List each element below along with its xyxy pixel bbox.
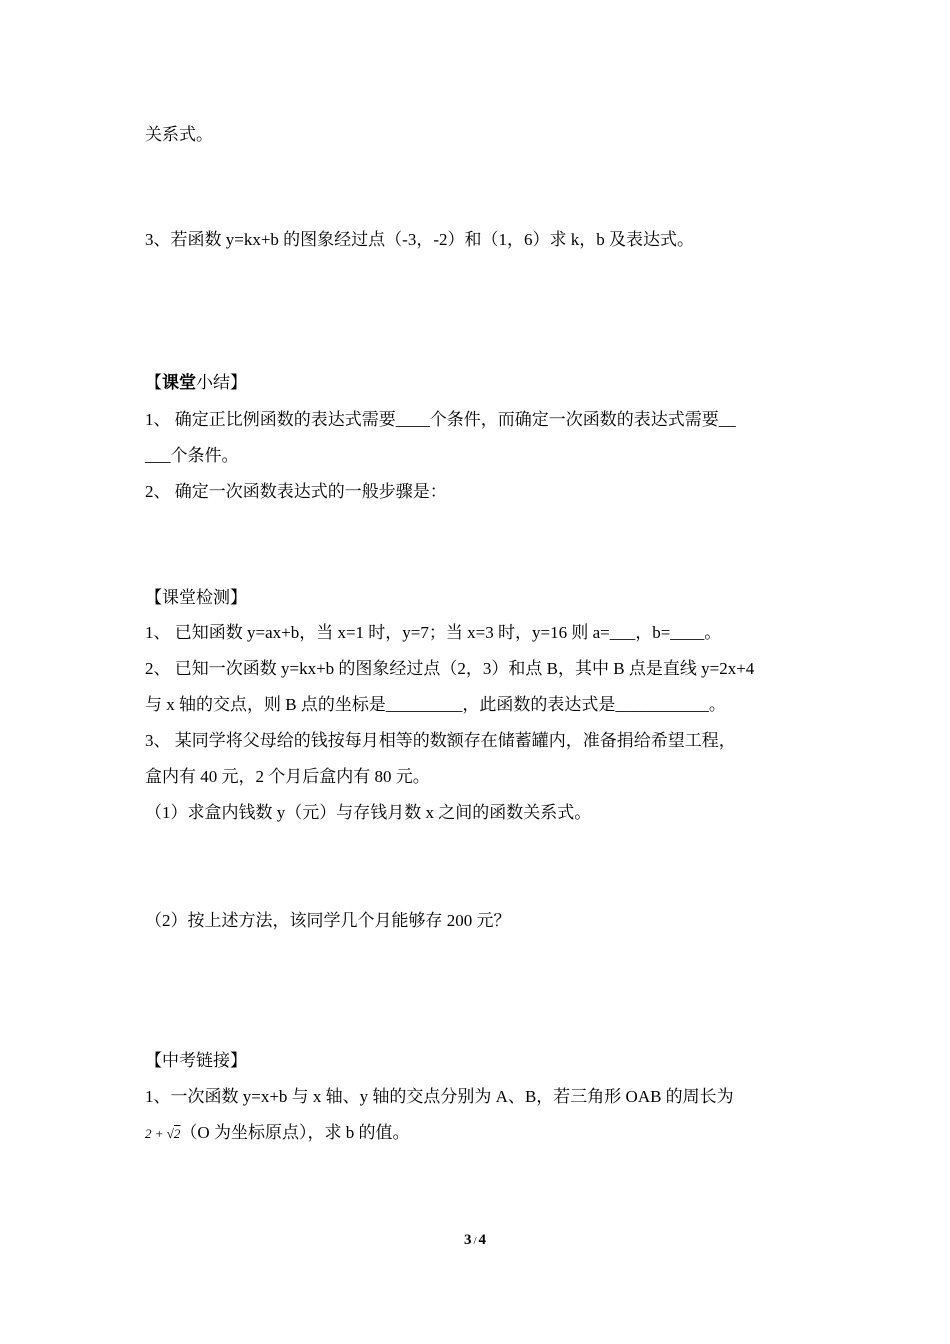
- summary-item-1-line-1: 1、 确定正比例函数的表达式需要____个条件，而确定一次函数的表达式需要__: [145, 410, 736, 429]
- sqrt-icon: √: [166, 1126, 174, 1141]
- exam-item-1-line-1: 1、一次函数 y=x+b 与 x 轴、y 轴的交点分别为 A、B，若三角形 OAB 的周长为: [145, 1087, 734, 1106]
- page-total: 4: [478, 1232, 487, 1248]
- summary-heading-bold: 课堂: [162, 373, 196, 392]
- check-item-2-line-2: 与 x 轴的交点，则 B 点的坐标是_________，此函数的表达式是___________。: [145, 695, 726, 714]
- summary-heading: [145, 372, 247, 394]
- check-item-1: 1、 已知函数 y=ax+b，当 x=1 时，y=7；当 x=3 时，y=16 则 a=___，b=____。: [145, 623, 722, 642]
- check-item-3-sub-1: （1）求盒内钱数 y（元）与存钱月数 x 之间的函数关系式。: [145, 803, 592, 822]
- summary-heading-open: 【: [145, 373, 162, 392]
- page-number: 3: [463, 1232, 472, 1248]
- summary-item-2: 2、 确定一次函数表达式的一般步骤是：: [145, 482, 447, 501]
- check-item-3-sub-2: （2）按上述方法，该同学几个月能够存 200 元？: [145, 911, 511, 930]
- perimeter-formula: [145, 1123, 180, 1145]
- question-3: 3、若函数 y=kx+b 的图象经过点（-3，-2）和（1，6）求 k，b 及表达式。: [145, 230, 694, 249]
- page-footer: [0, 1230, 950, 1251]
- formula-radicand: 2: [173, 1126, 181, 1141]
- check-item-3-line-2: 盒内有 40 元，2 个月后盒内有 80 元。: [145, 767, 430, 786]
- check-heading: 【课堂检测】: [145, 588, 247, 607]
- formula-prefix: 2 +: [145, 1126, 164, 1141]
- summary-heading-rest: 小结】: [196, 373, 247, 392]
- intro-tail: 关系式。: [145, 125, 213, 144]
- page-separator: /: [473, 1235, 477, 1247]
- check-item-3-line-1: 3、 某同学将父母给的钱按每月相等的数额存在储蓄罐内，准备捐给希望工程，: [145, 731, 736, 750]
- exam-heading: 【中考链接】: [145, 1051, 247, 1070]
- exam-item-1-tail: （O 为坐标原点），求 b 的值。: [180, 1123, 410, 1142]
- exam-item-1-line-2: [145, 1122, 409, 1145]
- check-item-2-line-1: 2、 已知一次函数 y=kx+b 的图象经过点（2，3）和点 B，其中 B 点是直线 y=2x+4: [145, 659, 755, 678]
- summary-item-1-line-2: ___个条件。: [145, 446, 239, 465]
